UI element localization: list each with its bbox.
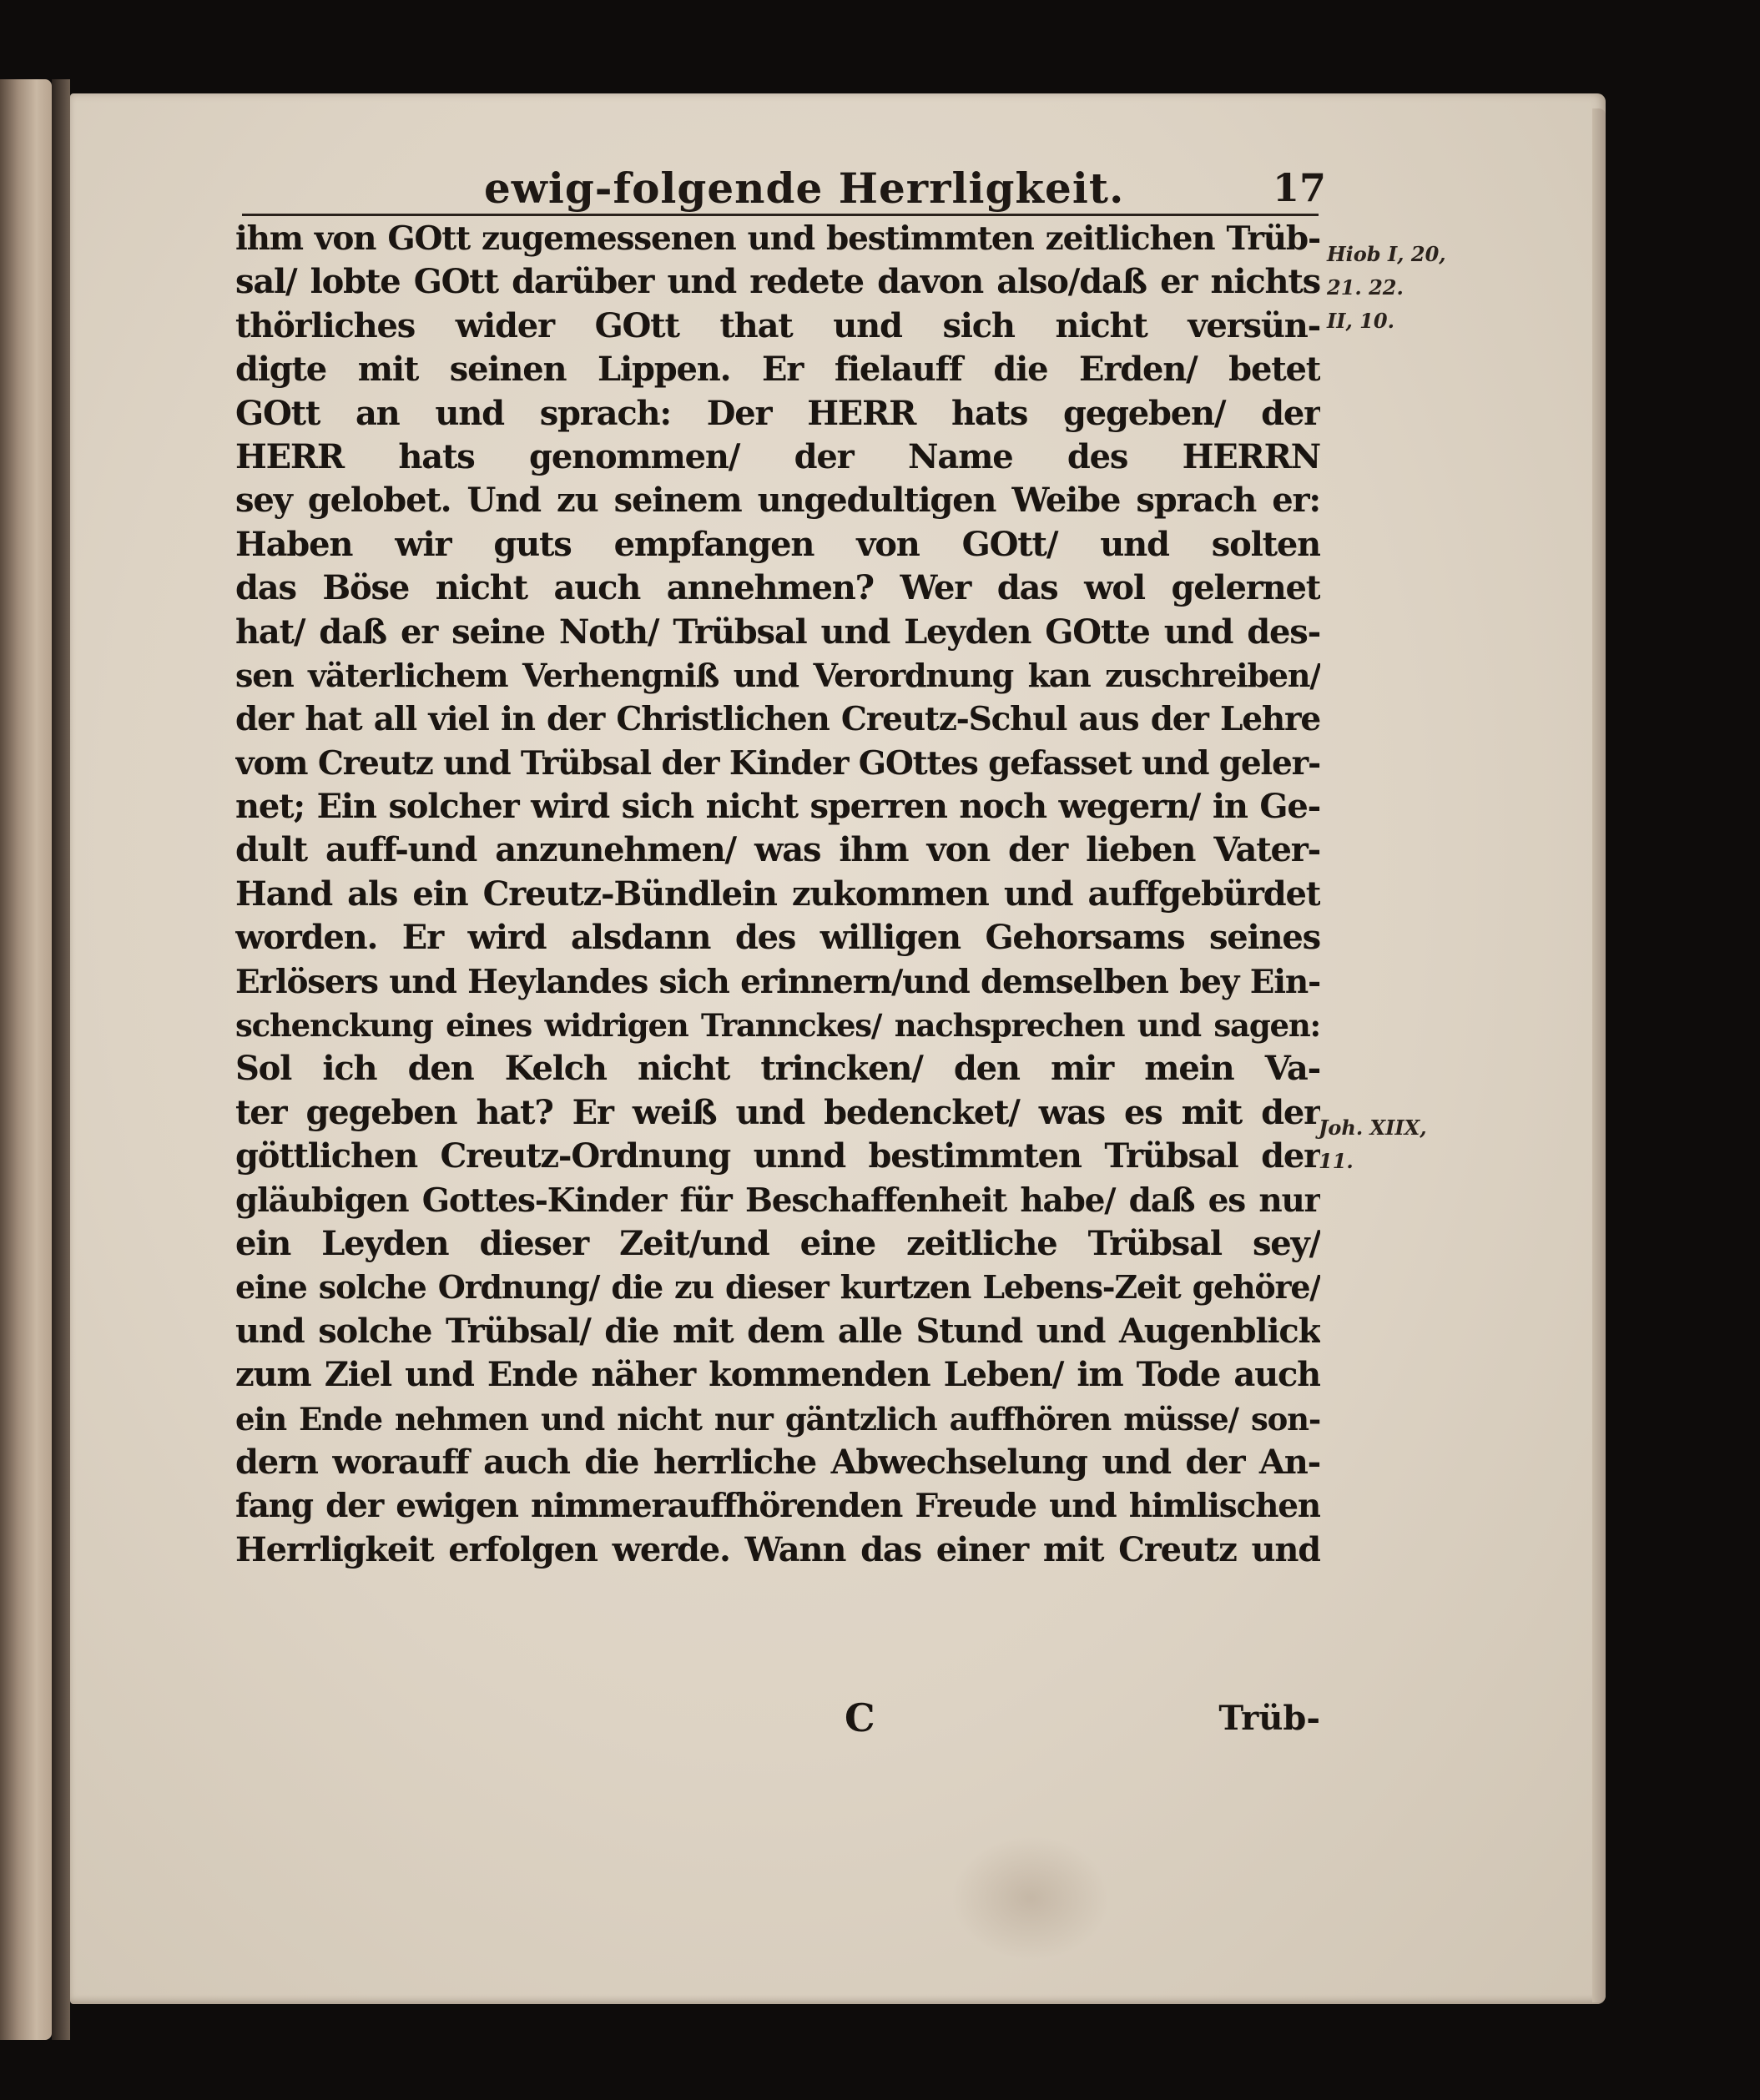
running-title: ewig-folgende Herrligkeit. (484, 164, 1125, 213)
text-line: ein Leyden dieser Zeit/und eine zeitliche Trübsal sey/ (235, 1223, 1320, 1263)
text-line: fang der ewigen nimmerauffhörenden Freude und himlischen (235, 1487, 1320, 1526)
margin-note-john (1319, 1111, 1427, 1178)
text-line: sal/ lobte GOtt darüber und redete davon also/daß er nichts (235, 262, 1320, 302)
text-line: dult auff-und anzunehmen/ was ihm von der lieben Vater- (235, 830, 1320, 870)
text-line: ein Ende nehmen und nicht nur gäntzlich auffhören müsse/ son- (235, 1400, 1320, 1438)
margin-note-job (1327, 238, 1446, 338)
text-line: digte mit seinen Lippen. Er fielauff die Erden/ betet (235, 350, 1320, 390)
text-line: thörliches wider GOtt that und sich nicht versün- (235, 305, 1320, 345)
text-line: ter gegeben hat? Er weiß und bedencket/ was es mit der (235, 1092, 1320, 1132)
paper-stain (951, 1836, 1110, 1961)
text-line: sey gelobet. Und zu seinem ungedultigen Weibe sprach er: (235, 481, 1320, 521)
text-line: Sol ich den Kelch nicht trincken/ den mir mein Va- (235, 1049, 1320, 1089)
catchword: Trüb- (1218, 1699, 1320, 1738)
body-text (235, 217, 1320, 1572)
text-line: ihm von GOtt zugemessenen und bestimmten zeitlichen Trüb- (235, 219, 1320, 258)
page-right-edge (1592, 108, 1606, 2002)
text-line: das Böse nicht auch annehmen? Wer das wol gelernet (235, 568, 1320, 608)
spine-shadow (52, 79, 70, 2040)
page-number: 17 (1273, 165, 1327, 210)
margin-note-line: II, 10. (1327, 309, 1394, 333)
text-line: der hat all viel in der Christlichen Creutz-Schul aus der Lehre (235, 700, 1320, 739)
margin-note-line: 11. (1319, 1149, 1354, 1173)
margin-note-line: Hiob I, 20, (1327, 242, 1446, 266)
signature-mark: C (845, 1695, 875, 1740)
text-line: net; Ein solcher wird sich nicht sperren noch wegern/ in Ge- (235, 787, 1320, 827)
text-line: worden. Er wird alsdann des willigen Gehorsams seines (235, 918, 1320, 958)
text-line: GOtt an und sprach: Der HERR hats gegeben/ der (235, 393, 1320, 433)
text-line: dern worauff auch die herrliche Abwechselung und der An- (235, 1442, 1320, 1482)
text-line: und solche Trübsal/ die mit dem alle Stund und Augenblick (235, 1311, 1320, 1351)
text-line: vom Creutz und Trübsal der Kinder GOttes gefasset und geler- (235, 743, 1320, 783)
text-line: sen väterlichem Verhengniß und Verordnung kan zuschreiben/ (235, 656, 1320, 694)
left-page-edge (0, 79, 52, 2040)
text-line: zum Ziel und Ende näher kommenden Leben/ im Tode auch (235, 1355, 1320, 1395)
text-line: hat/ daß er seine Noth/ Trübsal und Leyden GOtte und des- (235, 612, 1320, 652)
page-footer (235, 1695, 1320, 1745)
text-line: schenckung eines widrigen Trannckes/ nachsprechen und sagen: (235, 1007, 1320, 1045)
text-line: HERR hats genommen/ der Name des HERRN (235, 436, 1320, 476)
text-line: Erlösers und Heylandes sich erinnern/und demselben bey Ein- (235, 962, 1320, 1001)
text-line: Hand als ein Creutz-Bündlein zukommen und auffgebürdet (235, 874, 1320, 914)
margin-note-line: 21. 22. (1327, 275, 1404, 300)
header-rule (242, 214, 1319, 216)
text-line: Herrligkeit erfolgen werde. Wann das einer mit Creutz und (235, 1529, 1320, 1569)
text-line: Haben wir guts empfangen von GOtt/ und solten (235, 524, 1320, 564)
text-line: eine solche Ordnung/ die zu dieser kurtzen Lebens-Zeit gehöre/ (235, 1268, 1320, 1307)
text-line: göttlichen Creutz-Ordnung unnd bestimmten Trübsal der (235, 1136, 1320, 1176)
text-line: gläubigen Gottes-Kinder für Beschaffenheit habe/ daß es nur (235, 1181, 1320, 1220)
margin-note-line: Joh. XIIX, (1319, 1115, 1427, 1140)
